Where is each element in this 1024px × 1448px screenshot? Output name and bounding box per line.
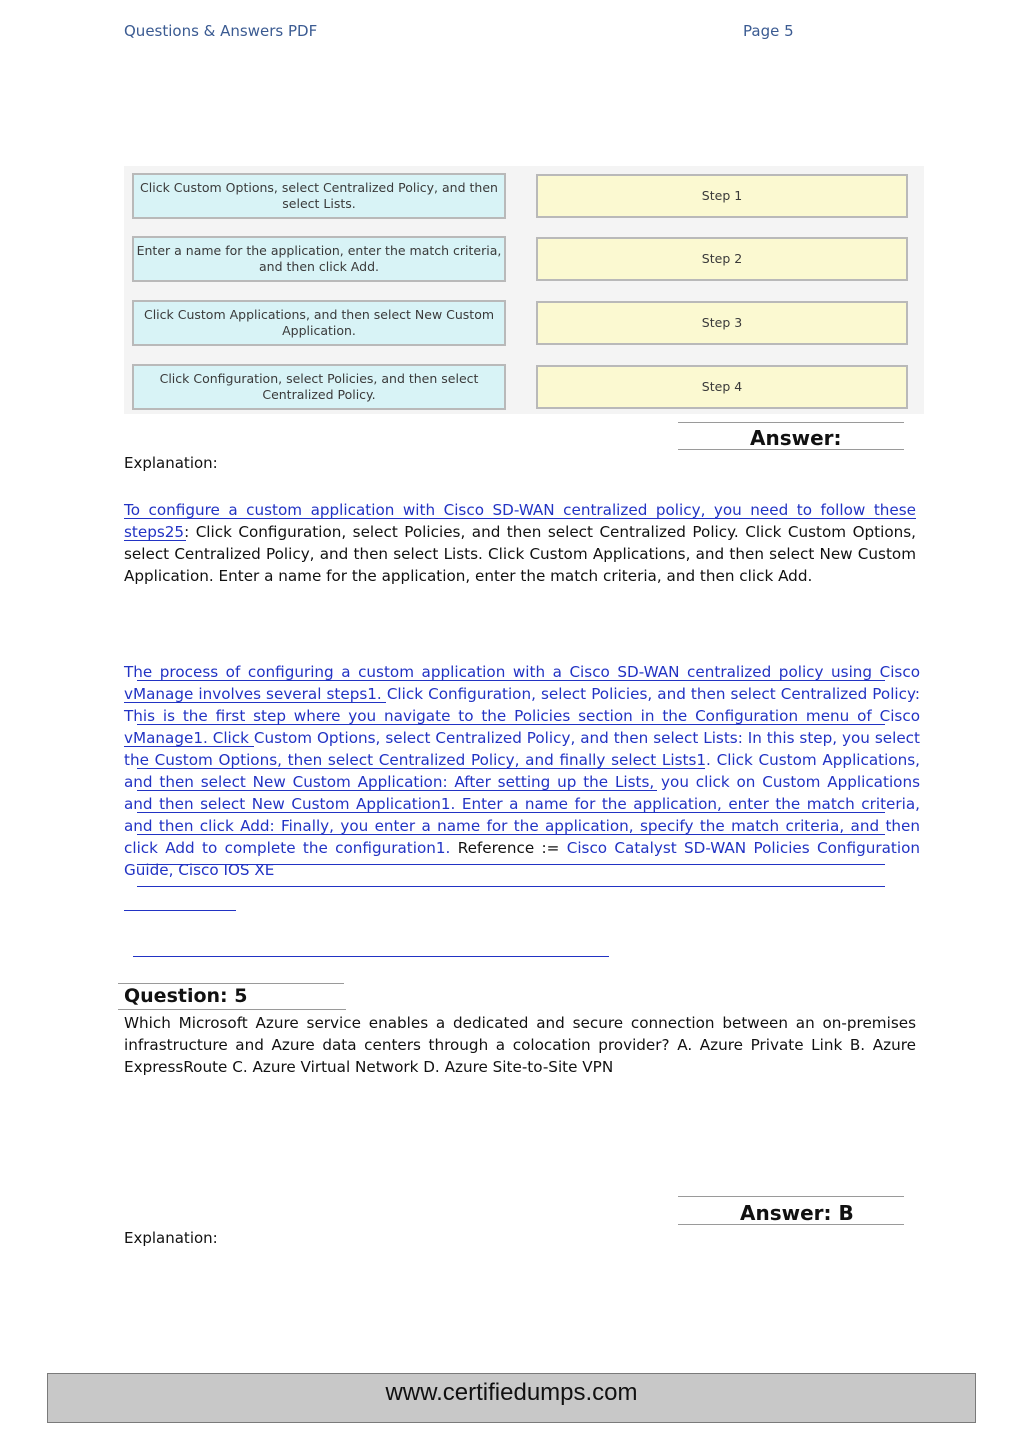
question-rule-top — [118, 983, 344, 984]
drag-drop-figure — [124, 166, 924, 414]
explanation-label: Explanation: — [124, 454, 218, 472]
answer-rule-bottom — [678, 449, 904, 450]
answer-rule-top — [678, 1196, 904, 1197]
step-box-3 — [536, 301, 908, 345]
underline — [137, 864, 885, 865]
page-number: Page 5 — [743, 22, 794, 40]
underline — [124, 910, 236, 911]
step-box-2 — [536, 237, 908, 281]
footer-url[interactable]: www.certifiedumps.com — [385, 1379, 638, 1406]
step-label-4: Step 4 — [701, 379, 743, 394]
action-text-3: Click Custom Applications, and then select New Custom Application. — [143, 307, 495, 338]
step-label-2: Step 2 — [701, 251, 743, 266]
explanation-text: : Click Configuration, select Policies, and then select Centralized Policy. Click Custom Options, select Centralized Policy, and then select Lists. Click Custom Applications, and then select New Custom Application. Enter a name for the application, enter the match criteria, and then click Add. — [124, 523, 916, 585]
underline — [133, 956, 609, 957]
underline — [137, 812, 885, 813]
action-box-4 — [132, 364, 506, 410]
step-box-4 — [536, 365, 908, 409]
answer-rule-bottom — [678, 1224, 904, 1225]
answer-rule-top — [678, 422, 904, 423]
explanation-label: Explanation: — [124, 1229, 218, 1247]
question-label: Question: 5 — [124, 985, 248, 1007]
step-box-1 — [536, 174, 908, 218]
answer-label: Answer: — [750, 426, 842, 450]
action-box-1 — [132, 173, 506, 219]
underline — [137, 724, 885, 725]
question-rule-bottom — [118, 1009, 346, 1010]
action-text-1: Click Custom Options, select Centralized Policy, and then select Lists. — [140, 180, 498, 211]
underline — [124, 518, 916, 519]
action-box-3 — [132, 300, 506, 346]
action-text-2: Enter a name for the application, enter the match criteria, and then click Add. — [136, 243, 502, 274]
action-text-4: Click Configuration, select Policies, and then select Centralized Policy. — [159, 371, 479, 402]
footer-banner — [47, 1373, 976, 1423]
reference-link[interactable]: Cisco Catalyst SD-WAN Policies Configuration Guide, Cisco IOS XE — [124, 839, 920, 879]
explanation-paragraph-2 — [124, 661, 920, 881]
action-box-2 — [132, 236, 506, 282]
underline — [137, 790, 657, 791]
underline — [137, 886, 885, 887]
reference-prefix: Reference := — [450, 839, 567, 857]
question-text: Which Microsoft Azure service enables a dedicated and secure connection between an on-premises infrastructure and Azure data centers through a colocation provider? A. Azure Private Link B. Azure ExpressRoute C. Azure Virtual Network D. Azure Site-to-Site VPN — [124, 1014, 916, 1076]
explanation-paragraph-1 — [124, 499, 916, 587]
header-title: Questions & Answers PDF — [124, 22, 318, 40]
answer-label: Answer: B — [740, 1201, 854, 1225]
underline — [124, 540, 186, 541]
underline — [124, 702, 386, 703]
explanation-detail-text: The process of configuring a custom application with a Cisco SD-WAN centralized policy using Cisco vManage involves several steps1. Click Configuration, select Policies, and then select Centralized Policy: This is the first step where you navigate to the Policies section in the Configuration menu of Cisco vManage1. Click Custom Options, select Centralized Policy, and then select Lists: In this step, you select the Custom Options, then select Centralized Policy, and finally select Lists1. Click Custom Applications, and then select New Custom Application: After setting up the Lists, you click on Custom Applications and then select New Custom Application1. Enter a name for the application, enter the match criteria, and then click Add: Finally, you enter a name for the application, specify the match criteria, and then click Add to complete the configuration1. — [124, 663, 920, 857]
step-label-1: Step 1 — [701, 188, 743, 203]
step-label-3: Step 3 — [701, 315, 743, 330]
underline — [137, 834, 885, 835]
explanation-link[interactable]: To configure a custom application with Cisco SD-WAN centralized policy, you need to follow these steps25 — [124, 501, 916, 541]
underline — [137, 680, 885, 681]
underline — [137, 768, 705, 769]
underline — [124, 746, 254, 747]
